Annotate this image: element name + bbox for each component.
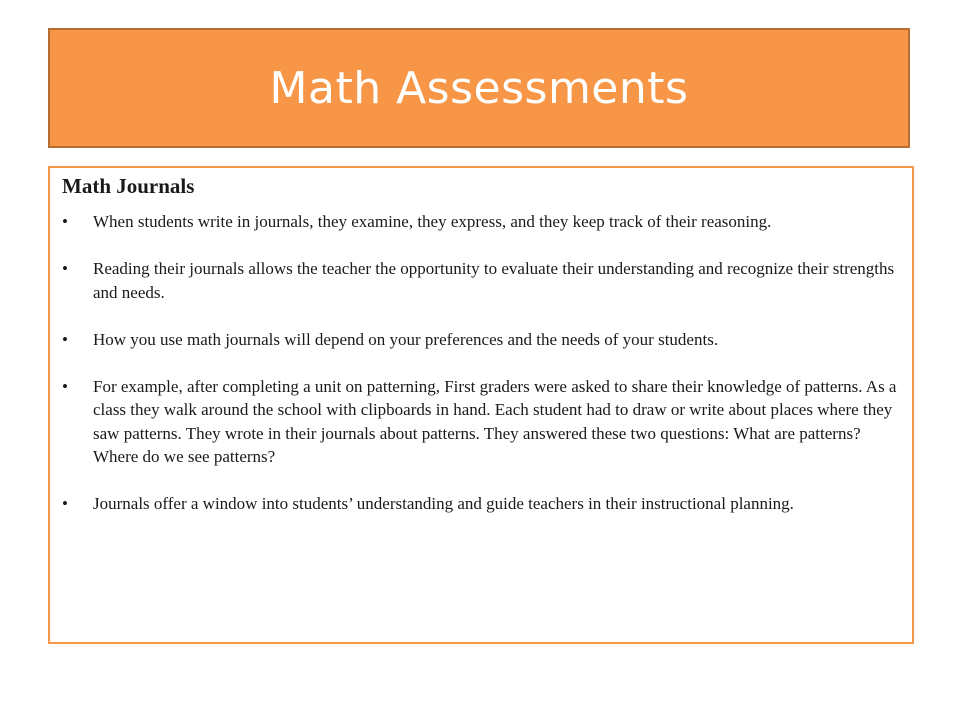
slide-title: Math Assessments <box>269 62 689 114</box>
bullet-text: How you use math journals will depend on your preferences and the needs of your students. <box>93 329 719 349</box>
bullet-text: When students write in journals, they examine, they express, and they keep track of their reasoning. <box>93 212 772 231</box>
bullet-text: Reading their journals allows the teacher the opportunity to evaluate their understanding and recognize their strengths and needs. <box>93 259 895 302</box>
bullet-icon: • <box>62 329 68 349</box>
bullet-item <box>62 257 902 304</box>
bullet-item <box>62 210 902 234</box>
bullet-item <box>62 328 902 352</box>
bullet-list <box>62 210 902 539</box>
title-banner <box>48 28 910 148</box>
bullet-text: For example, after completing a unit on patterning, First graders were asked to share their knowledge of patterns. As a class they walk around the school with clipboards in hand. Each student had to draw or write about places where they saw patterns. They wrote in their journals about patterns. They answered these two questions: What are patterns? Where do we see patterns? <box>93 376 897 466</box>
bullet-icon: • <box>62 494 68 513</box>
bullet-text: Journals offer a window into students’ understanding and guide teachers in their instructional planning. <box>93 494 794 513</box>
bullet-icon: • <box>62 212 68 231</box>
bullet-icon: • <box>62 376 68 396</box>
bullet-icon: • <box>62 259 68 278</box>
section-heading: Math Journals <box>62 174 195 198</box>
bullet-item <box>62 492 902 516</box>
bullet-item <box>62 375 902 469</box>
